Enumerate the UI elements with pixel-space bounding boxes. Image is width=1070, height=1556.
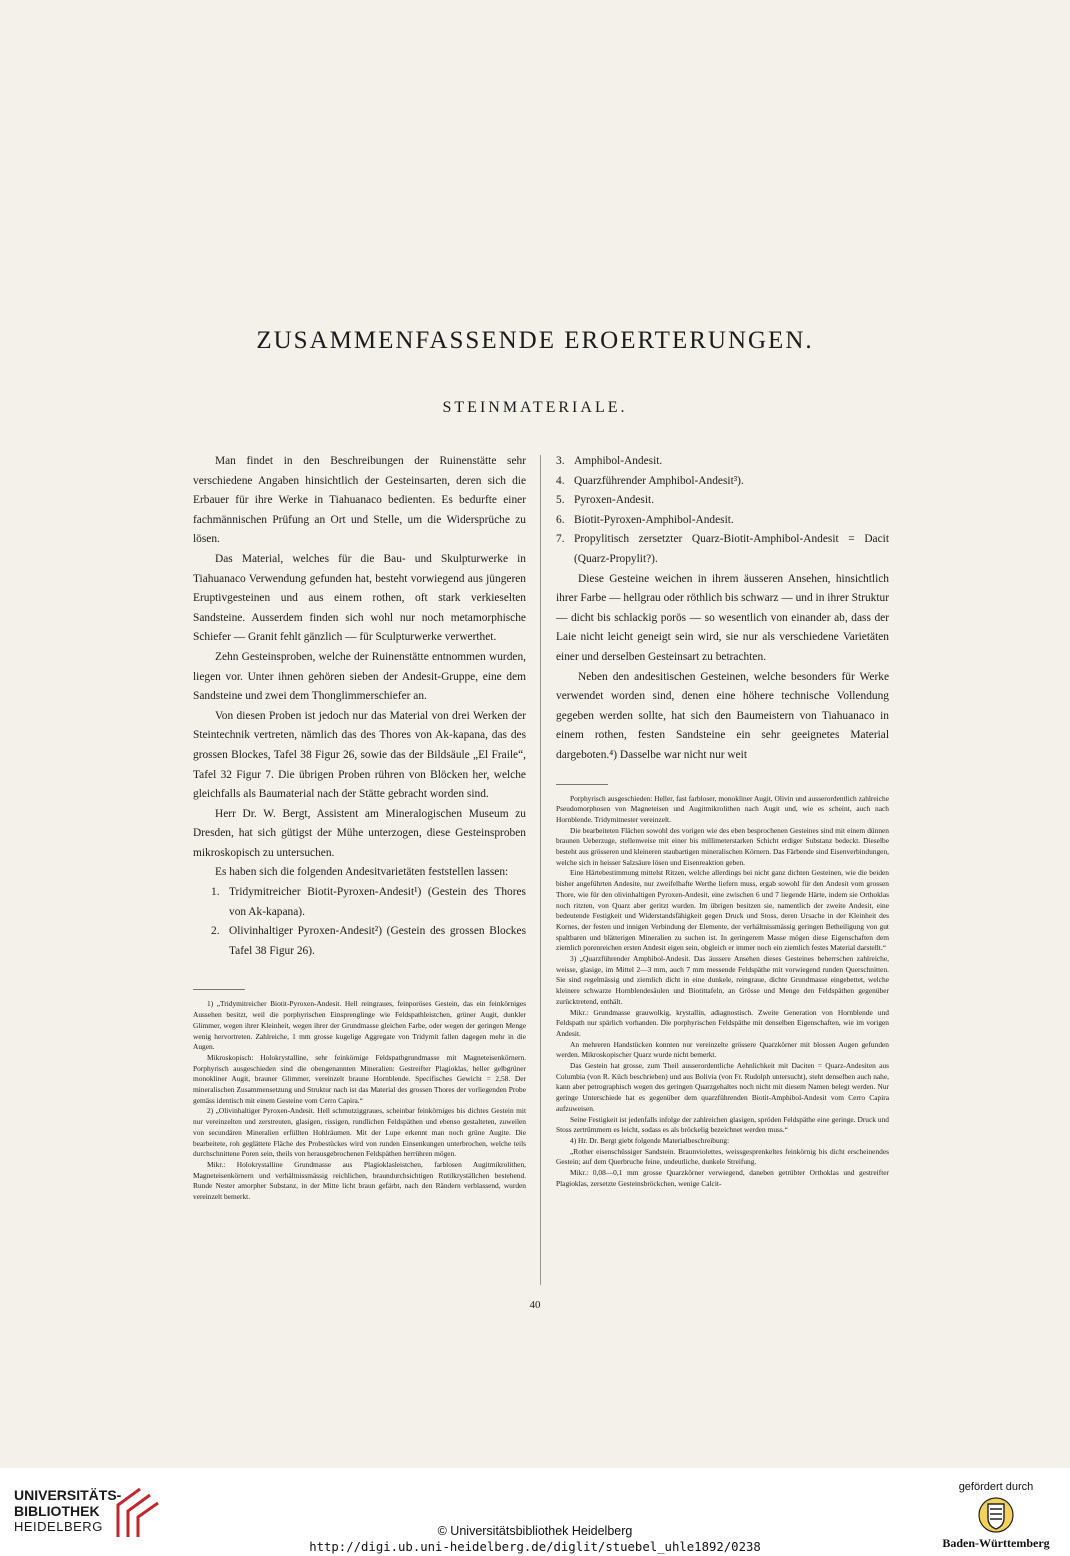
sponsor-block xyxy=(936,1481,1056,1551)
footnote: Mikr.: 0,08—0,1 mm grosse Quarzkörner verwiegend, daneben getrübter Orthoklas und gestreifter Plagioklas, zersetzte Gesteinsbröckchen, wenige Calcit- xyxy=(556,1168,889,1188)
footnote-rule xyxy=(193,989,245,990)
left-column xyxy=(193,452,526,1203)
list-text: Quarzführender Amphibol-Andesit³). xyxy=(574,474,744,487)
footnote: 4) Hr. Dr. Bergt giebt folgende Materialbeschreibung: xyxy=(570,1136,730,1145)
logo-line: BIBLIOTHEK xyxy=(14,1503,100,1519)
list-text: Amphibol-Andesit. xyxy=(574,455,663,467)
logo-line: UNIVERSITÄTS- xyxy=(14,1487,122,1503)
footer-credits xyxy=(0,1523,1070,1555)
sponsor-name: Baden-Württemberg xyxy=(942,1536,1050,1550)
footnote: An mehreren Handstücken konnten nur vereinzelte grössere Quarzkörner mit blossen Augen gefunden werden. Mikroskopischer Quarz wurde nicht bemerkt. xyxy=(556,1039,889,1060)
footnote: Eine Härtebestimmung mittelst Ritzen, welche allerdings bei nicht ganz dichten Gesteinen, wie die beiden bisher angeführten Andesite, nur zweifelhafte Werthe liefern muss, ergab sowohl für den Andesit vom grossen Thore, wie für den olivinhaltigen Pyroxen-Andesit, eine zwischen 6 und 7 liegende Härte, indem sie Orthoklas noch ritzten, von Quarz aber geritzt wurden. Im übrigen besitzen sie, namentlich der zweite Andesit, eine bedeutende Festigkeit und Widerstandsfähigkeit gegen Druck und Stoss, deren Ursache in der Kleinheit des Kornes, der festen und innigen Verbindung der Elemente, der verhältnissmässig geringen Betheiligung von gut spaltbaren und blätterigen Mineralien zu suchen ist. In geringerem Masse mögen diese Eigenschaften dem ziemlich porenreichen ersten Andesit eigen sein, obgleich er immer noch ein ziemlich festes Material darstellt.“ xyxy=(556,868,889,953)
footnote: Das Gestein hat grosse, zum Theil ausserordentliche Aehnlichkeit mit Daciten = Quarz-Andesiten aus Columbia (von R. Küch beschrieben) und aus Bolivia (von Fr. Rudolph untersucht), steht denselben auch nahe, kann aber petrographisch wegen des geringen Quarzgehaltes noch nicht mit diesem Namen belegt werden. Nur geringe Unterschiede hat es gegenüber dem quarzführenden Biotit-Amphibol-Andesit vom Cerro Capira aufzuweisen. xyxy=(556,1061,889,1113)
list-item xyxy=(193,883,526,922)
left-footnotes xyxy=(193,999,526,1202)
list-number: 7. xyxy=(556,533,565,546)
left-column-body xyxy=(193,452,526,961)
footnote-rule xyxy=(556,784,608,785)
page-number: 40 xyxy=(529,1299,541,1311)
list-number: 4. xyxy=(556,474,565,487)
list-item xyxy=(556,530,889,569)
list-item xyxy=(556,472,889,492)
list-item xyxy=(556,511,889,531)
list-number: 2. xyxy=(211,925,220,938)
footnote: Mikr.: Grundmasse grauwolkig, krystallin, adiagnostisch. Zweite Generation von Hornblende und Feldspath nur spärlich vorhanden. Die porphyrischen Feldspäthe mit denselben Eigenschaften, wie im vorigen Andesit. xyxy=(556,1007,889,1038)
list-text: Pyroxen-Andesit. xyxy=(574,494,655,507)
column-divider xyxy=(540,455,541,1285)
list-text: Olivinhaltiger Pyroxen-Andesit²) (Gestein des grossen Blockes Tafel 38 Figur 26). xyxy=(229,925,526,957)
paragraph: Es haben sich die folgenden Andesitvarietäten feststellen lassen: xyxy=(215,866,509,879)
list-item xyxy=(193,922,526,961)
page-title: ZUSAMMENFASSENDE EROERTERUNGEN. xyxy=(256,327,814,354)
paragraph: Diese Gesteine weichen in ihrem äusseren Ansehen, hinsichtlich ihrer Farbe — hellgrau oder röthlich bis schwarz — und in ihrer Struktur — dicht bis schlackig porös — so wesentlich von einander ab, dass der Laie nicht leicht geneigt sein wird, sie nur als verschiedene Varietäten einer und derselben Gesteinsart zu betrachten. xyxy=(556,572,889,663)
footnote: 3) „Quarzführender Amphibol-Andesit. Das äussere Ansehen dieses Gesteines beherrschen zahlreiche, weisse, glasige, im Mittel 2—3 mm, auch 7 mm messende Feldspäthe mit vorwiegend runden Querschnitten. Sie sind regelmässig und ziemlich dicht in eine dunkele, reingraue, dichte Grundmasse eingebettet, welche kleinere schwarze Hornblendesäulen und Biotittafeln, an Grösse und Menge den Feldspäthen gegenüber zurücktretend, enthält. xyxy=(556,954,889,1006)
copyright-text: © Universitätsbibliothek Heidelberg xyxy=(437,1524,633,1538)
list-number: 3. xyxy=(556,455,565,467)
permalink[interactable]: http://digi.ub.uni-heidelberg.de/diglit/stuebel_uhle1892/0238 xyxy=(309,1540,761,1554)
footnote: 2) „Olivinhaltiger Pyroxen-Andesit. Hell schmutziggraues, scheinbar feinkörniges bis dichtes Gestein mit nur vereinzelten und zerstreuten, glasigen, rissigen, rundlichen Feldspäthen und ebenso gestalteten, zuweilen von secundären Mineralien erfüllten Hohlräumen. Mit der Lupe erkennt man noch grüne Augite. Die bearbeitete, roh geglättete Fläche des Probestückes wird von runden Einsenkungen unterbrochen, welche teils durchschnittene Poren sein, theils von herausgebrochenen Feldspäthen herrühren mögen. xyxy=(193,1106,526,1159)
list-number: 5. xyxy=(556,494,565,507)
paragraph: Von diesen Proben ist jedoch nur das Material von drei Werken der Steintechnik vertreten, nämlich das des Thores von Ak-kapana, das des grossen Blockes, Tafel 38 Figur 26, sowie das der Bildsäule „El Fraile“, Tafel 32 Figur 7. Die übrigen Proben rühren von Blöcken her, welche gleichfalls als Baumaterial nach der Stätte gebracht worden sind. xyxy=(193,709,526,801)
right-footnotes xyxy=(556,794,889,1190)
footnote: Mikr.: Holokrystalline Grundmasse aus Plagioklasleistchen, farblosen Augitmikrolithen, Magneteisenkörnern und verhältnissmässig reichlichen, braundurchsichtigen Rutilkryställchen bestehend. Runde Nester amorpher Substanz, in der Mitte licht braun gefärbt, nach den Rändern verblassend, wurden vereinzelt bemerkt. xyxy=(193,1159,526,1202)
footnote: Die bearbeiteten Flächen sowohl des vorigen wie des eben besprochenen Gesteines sind mit einem dünnen braunen Ueberzuge, stellenweise mit einer bis millimeterstarken Schicht erdiger Substanz bedeckt. Dieselbe besteht aus grösseren und kleineren staubartigen mineralischen Körnern. Das Färbende sind Eisenverbindungen, welche sich in heisser Salzsäure lösen und Eisenreaktion geben. xyxy=(556,825,889,867)
section-title: STEINMATERIALE. xyxy=(442,399,628,416)
list-item xyxy=(556,491,889,511)
list-text: Propylitisch zersetzter Quarz-Biotit-Amphibol-Andesit = Dacit (Quarz-Propylit?). xyxy=(574,533,889,565)
footnote: „Rother eisenschüssiger Sandstein. Braunviolettes, weissgesprenkeltes feinkörnig bis dicht erscheinendes Gestein; auf dem Querbruche feine, undeutliche, dunkele Streifung. xyxy=(556,1146,889,1167)
footnote: Porphyrisch ausgeschieden: Heller, fast farbloser, monokliner Augit, Olivin und ausserordentlich zahlreiche Pseudomorphosen von Magneteisen und Augitmikrolithen nach Augit und, wie es scheint, auch nach Hornblende. Tridymitnester vereinzelt. xyxy=(556,793,889,824)
right-column-body xyxy=(556,452,889,766)
footnote: Mikroskopisch: Holokrystalline, sehr feinkörnige Feldspathgrundmasse mit Magneteisenkörnern. Porphyrisch ausgeschieden sind die obengenannten Mineralien: Gestreifter Plagioklas, heller gelbgrüner monokliner Augit, brauner Glimmer, vereinzelt braune Hornblende. Specifisches Gewicht = 2,58. Der mineralischen Zusammensetzung und Struktur nach ist das Material des grossen Thores der vorliegenden Probe gemäss identisch mit einem Gesteine vom Cerro Capira.“ xyxy=(193,1052,526,1105)
right-column xyxy=(556,452,889,1190)
state-crest-icon xyxy=(978,1496,1014,1534)
logo-line: HEIDELBERG xyxy=(14,1519,103,1534)
paragraph: Zehn Gesteinsproben, welche der Ruinenstätte entnommen wurden, liegen vor. Unter ihnen gehören sieben der Andesit-Gruppe, eine dem Sandsteine und zwei dem Thonglimmerschiefer an. xyxy=(193,650,526,703)
list-item xyxy=(556,452,889,472)
sponsor-label: gefördert durch xyxy=(958,1481,1034,1493)
list-number: 6. xyxy=(556,513,565,526)
paragraph: Neben den andesitischen Gesteinen, welche besonders für Werke verwendet worden sind, denen eine höhere technische Vollendung gegeben werden sollte, hat sich den Baumeistern von Tiahuanaco in einem rothen, festen Sandsteine ein sehr geeignetes Material dargeboten.⁴) Dasselbe war nicht nur weit xyxy=(556,670,889,761)
list-number: 1. xyxy=(211,886,220,899)
paragraph: Man findet in den Beschreibungen der Ruinenstätte sehr verschiedene Angaben hinsichtlich der Gesteinsarten, deren sich die Erbauer für ihre Werke in Tiahuanaco bedienten. Es bedurfte einer fachmännischen Prüfung an Ort und Stelle, um die Widersprüche zu lösen. xyxy=(193,455,526,546)
paragraph: Herr Dr. W. Bergt, Assistent am Mineralogischen Museum zu Dresden, hat sich gütigst der Mühe unterzogen, diese Gesteinsproben mikroskopisch zu untersuchen. xyxy=(193,807,526,859)
footnote: Seine Festigkeit ist jedenfalls infolge der zahlreichen glasigen, spröden Feldspäthe eine geringe. Druck und Stoss zertrümmern es leicht, sodass es als bröckelig bezeichnet werden muss.“ xyxy=(556,1114,889,1135)
list-text: Tridymitreicher Biotit-Pyroxen-Andesit¹) (Gestein des Thores von Ak-kapana). xyxy=(229,886,526,918)
footnote: 1) „Tridymitreicher Biotit-Pyroxen-Andesit. Hell reingraues, feinporöses Gestein, das ein feinkörniges Aussehen besitzt, weil die porphyrischen Einsprenglinge wie Feldspathleistchen, grüner Augit, dunkler Glimmer, wegen ihrer Kleinheit, wegen ihrer der Grundmasse gleichen Farbe, oder wegen der geringen Menge wenig hervortreten. Zahlreiche, 1 mm grosse kugelige Aggregate von Tridymit fallen dagegen mehr in die Augen. xyxy=(193,999,526,1052)
paragraph: Das Material, welches für die Bau- und Skulpturwerke in Tiahuanaco Verwendung gefunden hat, besteht vorwiegend aus jüngeren Eruptivgesteinen und aus einem rothen, oft stark verkieselten Sandsteine. Ausserdem finden sich wohl nur noch metamorphische Schiefer — Granit fehlt gänzlich — für Sculpturwerke verwerthet. xyxy=(193,552,526,644)
list-text: Biotit-Pyroxen-Amphibol-Andesit. xyxy=(574,513,734,526)
